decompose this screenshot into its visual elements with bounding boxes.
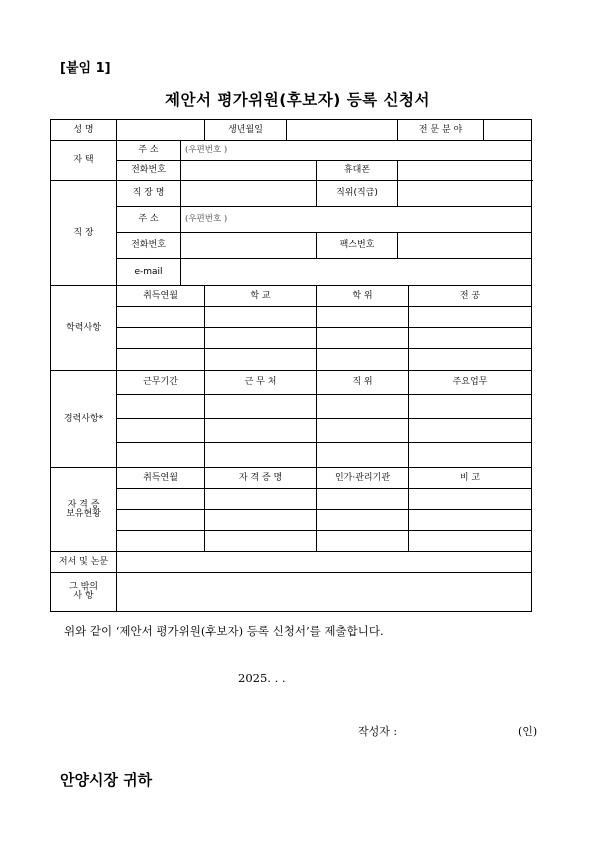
attachment-label: [붙임 1]	[60, 61, 111, 76]
publications-label: 저서 및 논문	[51, 552, 117, 573]
work-position-input[interactable]	[398, 181, 532, 207]
license-col-date: 취득연월	[117, 468, 205, 489]
license-label-line2: 보유현황	[66, 508, 101, 519]
seal-mark: (인)	[518, 725, 538, 738]
license-cell[interactable]	[205, 489, 317, 510]
education-col-degree: 학 위	[317, 286, 409, 307]
work-email-label: e-mail	[117, 259, 181, 286]
education-col-date: 취득연월	[117, 286, 205, 307]
education-col-school: 학 교	[205, 286, 317, 307]
career-cell[interactable]	[317, 419, 409, 443]
education-cell[interactable]	[205, 328, 317, 349]
home-mobile-input[interactable]	[398, 161, 532, 181]
career-cell[interactable]	[317, 443, 409, 468]
education-label: 학력사항	[51, 286, 117, 371]
career-cell[interactable]	[205, 419, 317, 443]
education-cell[interactable]	[409, 307, 532, 328]
work-position-label: 직위(직급)	[317, 181, 398, 207]
work-company-label: 직 장 명	[117, 181, 181, 207]
career-cell[interactable]	[409, 443, 532, 468]
license-col-name: 자 격 증 명	[205, 468, 317, 489]
home-address-label: 주 소	[117, 141, 181, 161]
license-cell[interactable]	[117, 489, 205, 510]
education-cell[interactable]	[117, 349, 205, 371]
education-cell[interactable]	[317, 307, 409, 328]
name-input[interactable]	[117, 120, 205, 141]
other-input[interactable]	[117, 573, 532, 612]
work-fax-label: 팩스번호	[317, 233, 398, 259]
form-title: 제안서 평가위원(후보자) 등록 신청서	[165, 91, 430, 109]
education-cell[interactable]	[409, 349, 532, 371]
application-form-table	[50, 119, 532, 612]
career-cell[interactable]	[205, 395, 317, 419]
writer-label: 작성자 :	[358, 725, 398, 738]
license-col-remarks: 비 고	[409, 468, 532, 489]
work-address-label: 주 소	[117, 207, 181, 233]
license-cell[interactable]	[317, 489, 409, 510]
license-cell[interactable]	[409, 489, 532, 510]
publications-input[interactable]	[117, 552, 532, 573]
career-col-duties: 주요업무	[409, 371, 532, 395]
work-fax-input[interactable]	[398, 233, 532, 259]
license-cell[interactable]	[317, 510, 409, 531]
education-cell[interactable]	[409, 328, 532, 349]
license-cell[interactable]	[117, 510, 205, 531]
license-label	[51, 468, 117, 552]
career-col-period: 근무기간	[117, 371, 205, 395]
license-col-authority: 인가·관리기관	[317, 468, 409, 489]
license-cell[interactable]	[205, 510, 317, 531]
other-label-line2: 사 항	[73, 591, 94, 601]
education-cell[interactable]	[117, 307, 205, 328]
career-cell[interactable]	[409, 419, 532, 443]
specialty-label: 전 문 분 야	[398, 120, 484, 141]
work-address-input[interactable]	[181, 207, 532, 233]
home-phone-input[interactable]	[181, 161, 317, 181]
name-label: 성 명	[51, 120, 117, 141]
education-cell[interactable]	[205, 349, 317, 371]
license-cell[interactable]	[117, 531, 205, 552]
license-cell[interactable]	[409, 531, 532, 552]
birth-input[interactable]	[287, 120, 398, 141]
career-cell[interactable]	[205, 443, 317, 468]
home-mobile-label: 휴대폰	[317, 161, 398, 181]
other-label-line1: 그 밖의	[69, 582, 98, 592]
career-col-workplace: 근 무 처	[205, 371, 317, 395]
education-cell[interactable]	[317, 349, 409, 371]
specialty-input[interactable]	[484, 120, 532, 141]
career-cell[interactable]	[117, 395, 205, 419]
other-label	[51, 573, 117, 612]
work-postal-placeholder: (우편번호 )	[185, 214, 228, 224]
work-company-input[interactable]	[181, 181, 317, 207]
submission-statement: 위와 같이 ‘제안서 평가위원(후보자) 등록 신청서’를 제출합니다.	[64, 624, 384, 638]
submission-date: 2025. . .	[238, 671, 286, 685]
work-email-input[interactable]	[181, 259, 532, 286]
license-cell[interactable]	[409, 510, 532, 531]
license-cell[interactable]	[205, 531, 317, 552]
home-label: 자 택	[51, 141, 117, 181]
home-postal-placeholder: (우편번호 )	[185, 145, 228, 155]
career-cell[interactable]	[317, 395, 409, 419]
recipient: 안양시장 귀하	[60, 771, 153, 789]
education-cell[interactable]	[317, 328, 409, 349]
career-cell[interactable]	[117, 443, 205, 468]
birth-label: 생년월일	[205, 120, 287, 141]
home-phone-label: 전화번호	[117, 161, 181, 181]
work-phone-label: 전화번호	[117, 233, 181, 259]
work-phone-input[interactable]	[181, 233, 317, 259]
education-col-major: 전 공	[409, 286, 532, 307]
license-label-line1: 자 격 증	[67, 499, 100, 510]
education-cell[interactable]	[117, 328, 205, 349]
education-cell[interactable]	[205, 307, 317, 328]
career-cell[interactable]	[117, 419, 205, 443]
career-cell[interactable]	[409, 395, 532, 419]
career-col-position: 직 위	[317, 371, 409, 395]
career-label: 경력사항*	[51, 371, 117, 468]
license-cell[interactable]	[317, 531, 409, 552]
work-label: 직 장	[51, 181, 117, 286]
home-address-input[interactable]	[181, 141, 532, 161]
